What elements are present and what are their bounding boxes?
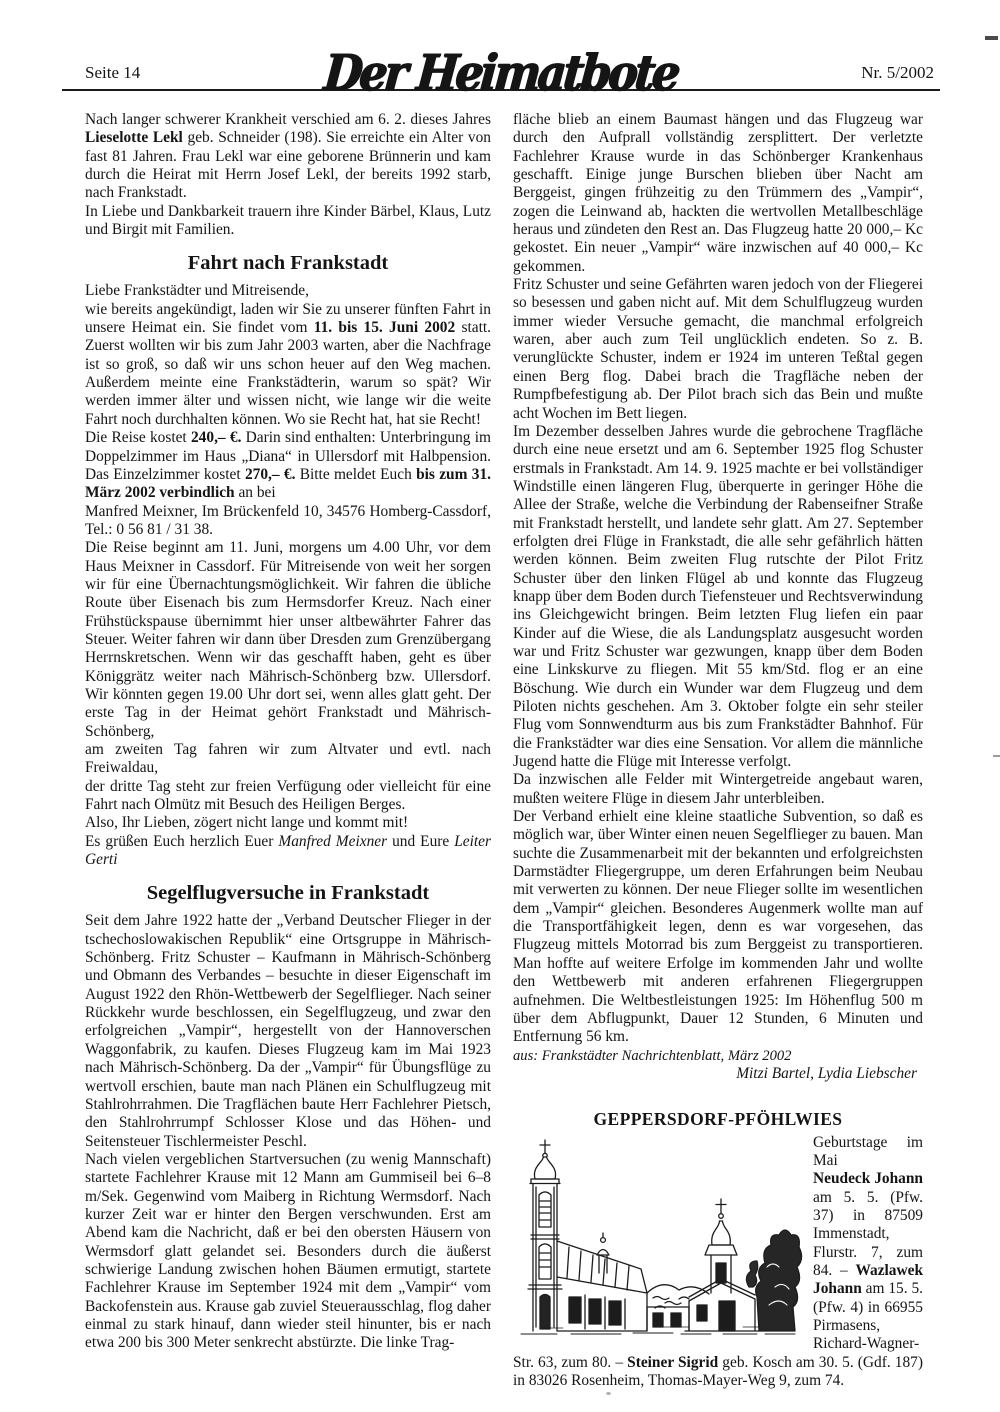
birthdays-section	[513, 1134, 923, 1391]
right-column	[513, 111, 923, 1390]
paragraph: Es grüßen Euch herzlich Euer Manfred Meixner und Eure Leiter Gerti	[85, 832, 491, 869]
article-title-fahrt: Fahrt nach Frankstadt	[187, 252, 389, 275]
paragraph: Seit dem Jahre 1922 hatte der „Verband Deutscher Flieger in der tschechoslowakischen Republik“ eine Ortsgruppe in Mährisch-Schönberg. Fritz Schuster – Kaufmann in Mährisch-Schönberg und Obmann des Verbandes – besuchte in dieser Eigenschaft im August 1922 den Rhön-Wettbewerb der Segelflieger. Nach seiner Rückkehr wurde beschlossen, ein Segelflugzeug, und zwar den erfolgreichen „Vampir“, hergestellt von der Hannoverschen Waggonfabrik, zu kaufen. Dieses Flugzeug kam im Mai 1923 nach Mährisch-Schönberg. Da der „Vampir“ für Übungsflüge zu wertvoll erschien, baute man nach Plänen ein Schulflugzeug mit Stahlrohrrahmen. Die Tragflächen baute Herr Fachlehrer Pietsch, den Stahlrohrrumpf Schlosser Klose und das Höhen- und Seitensteuer Tischlermeister Peschl.	[85, 912, 491, 1150]
gliding-article-paragraphs	[85, 912, 491, 1352]
paragraph: am zweiten Tag fahren wir zum Altvater und evtl. nach Freiwaldau,	[85, 741, 491, 777]
paragraph: fläche blieb an einem Baumast hängen und das Flugzeug war durch den Aufprall vollständig zersplittert. Der verletzte Fachlehrer Krause wurde in das Schönberger Krankenhaus geschafft. Einige junge Burschen blieben über Nacht am Berggeist, gingen frühzeitig zu den Trümmern des „Vampir“, zogen die Leinwand ab, hackten die wertvollen Metallbeschläge heraus und zündeten den Rest an. Das Flugzeug hatte 20 000,– Kc gekostet. Ein neuer „Vampir“ wäre inzwischen auf 40 000,– Kc gekommen.	[513, 111, 923, 275]
paragraph: Nach vielen vergeblichen Startversuchen (zu wenig Mannschaft) startete Fachlehrer Krause mit 12 Mann am Gummiseil bei 6–8 m/Sek. Gegenwind vom Maiberg in Richtung Wermsdorf. Nach kurzer Zeit war er hinter den Bergen verschwunden. Erst am Abend kam die Nachricht, daß er bei den obersten Häusern von Wermsdorf glatt gelandet sei. Besonders durch die äußerst schwierige Landung zwischen hohen Bäumen ermutigt, startete Fachlehrer Krause im September 1924 mit dem „Vampir“ vom Backofenstein aus. Krause gab zuviel Steuerausschlag, flog daher einmal zu stark hinauf, dann wieder steil hinunter, bis er nach etwa 200 bis 300 Meter senkrecht abstürzte. Die linke Trag-	[85, 1150, 491, 1352]
left-column	[85, 111, 491, 1353]
paragraph: Geburtstage im Mai	[813, 1133, 923, 1169]
paragraph: Manfred Meixner, Im Brückenfeld 10, 34576 Homberg-Cassdorf, Tel.: 0 56 81 / 31 38.	[85, 502, 491, 538]
paragraph: wie bereits angekündigt, laden wir Sie zu unserer fünften Fahrt in unsere Heimat ein. Sie findet vom 11. bis 15. Juni 2002 statt. Zuerst wollten wir bis zum Jahr 2003 warten, aber die Nachfrage ist so groß, so daß wir uns schon heuer auf den Weg machen. Außerdem meinte eine Frankstädterin, warum so spät? Wir werden immer älter und wissen nicht, wie lange wir die weite Fahrt noch durchhalten können. Wo sie Recht hat, hat sie Recht!	[85, 300, 491, 428]
paragraph: Also, Ihr Lieben, zögert nicht lange und kommt mit!	[85, 814, 409, 832]
scan-artifact	[993, 755, 1000, 757]
issue-number: Nr. 5/2002	[861, 63, 934, 82]
village-church-illustration	[513, 1137, 803, 1337]
section-title-geppersdorf: GEPPERSDORF-PFÖHLWIES	[593, 1109, 843, 1130]
gliding-article-continued	[513, 111, 923, 1047]
paragraph: Neudeck Johann am 5. 5. (Pfw. 37) in 87509 Immenstadt, Flurstr. 7, zum 84. – Wazlawek Johann am 15. 5. (Pfw. 4) in 66955 Pirmasens, Richard-Wagner-Str. 63, zum 80. – Steiner Sigrid geb. Kosch am 30. 5. (Gdf. 187) in 83026 Rosenheim, Thomas-Mayer-Weg 9, zum 74.	[513, 1170, 923, 1390]
paragraph: Liebe Frankstädter und Mitreisende,	[85, 282, 309, 300]
byline: Mitzi Bartel, Lydia Liebscher	[736, 1064, 917, 1082]
paragraph: der dritte Tag steht zur freien Verfügung oder vielleicht für eine Fahrt nach Olmütz mit Besuch des Heiligen Berges.	[85, 777, 491, 814]
scan-artifact	[985, 36, 998, 40]
paragraph: Die Reise beginnt am 11. Juni, morgens um 4.00 Uhr, vor dem Haus Meixner in Cassdorf. Für Mitreisende von weit her sorgen wir für eine Übernachtungsmöglichkeit. Wir fahren die übliche Route über Eisenach bis zum Hermsdorfer Kreuz. Nach einer Frühstückspause übernimmt hier unser altbewährter Fahrer das Steuer. Weiter fahren wir dann über Dresden zum Grenzübergang Herrnskretschen. Wenn wir das geschafft haben, geht es über Königgrätz weiter nach Mährisch-Schönberg bzw. Ullersdorf. Wir könnten gegen 19.00 Uhr dort sei, wenn alles glatt geht. Der erste Tag in der Heimat gehört Frankstadt und Mährisch-Schönberg,	[85, 539, 491, 740]
paragraph: Da inzwischen alle Felder mit Wintergetreide angebaut waren, mußten weitere Flüge in diesem Jahr unterbleiben.	[513, 771, 923, 807]
masthead-title: Der Heimatbote	[322, 44, 680, 103]
source-line: aus: Frankstädter Nachrichtenblatt, März 2002	[513, 1047, 792, 1064]
scan-artifact	[606, 1392, 611, 1395]
paragraph: Im Dezember desselben Jahres wurde die gebrochene Tragfläche durch eine neue ersetzt und am 6. September 1925 flog Schuster erstmals in Frankstadt. Am 14. 9. 1925 machte er bei vollständiger Windstille einen längeren Flug, überquerte in geringer Höhe die Allee der Straße, welche die Verbindung der Rabenseifner Straße mit Frankstadt herstellt, und landete sehr glatt. Am 27. September erfolgten drei Flüge in Frankstadt, die alle sehr gefährlich hätten werden können. Beim zweiten Flug rutschte der Pilot Fritz Schuster über den linken Flügel ab und konnte das Flugzeug knapp über dem Boden durch Tiefensteuer und Rechtsverwindung ins Gleichgewicht bringen. Beim letzten Flug liefen ein paar Kinder auf die Wiese, die als Landungsplatz ausgesucht worden war und Fritz Schuster war gezwungen, knapp über dem Boden eine Linkskurve zu fliegen. Mit 55 km/Std. flog er an eine Böschung. Wie durch ein Wunder war dem Flugzeug und dem Piloten nichts geschehen. Am 3. Oktober folgte ein sehr steiler Flug vom Sonnwendturm aus bis zum Frankstädter Bahnhof. Für die Frankstädter war dies eine Sensation. Vor allem die männliche Jugend hatte die Flüge mit Interesse verfolgt.	[513, 422, 923, 771]
obituary-paragraphs	[85, 111, 491, 239]
paragraph: Fritz Schuster und seine Gefährten waren jedoch von der Fliegerei so besessen und gaben nicht auf. Mit dem Schulflugzeug wurden immer wieder Versuche gemacht, die manchmal erfolgreich waren, aber auch zum Teil unglücklich endeten. So z. B. verunglückte Schuster, indem er 1924 im unteren Teßtal gegen einen Berg flog. Dabei brach die Tragfläche neben der Rumpfbefestigung ab. Der Pilot brach sich das Bein und mußte acht Wochen im Bett liegen.	[513, 276, 923, 422]
article-title-segelflug: Segelflugversuche in Frankstadt	[146, 882, 430, 905]
paragraph: Der Verband erhielt eine kleine staatliche Subvention, so daß es möglich war, über Winter einen neuen Segelflieger zu bauen. Man suchte die Zusammenarbeit mit der bekannten und erfolgreichsten Darmstädter Fliegergruppe, um deren Erfahrungen beim Neubau mit verwerten zu können. Der neue Flieger sollte im wesentlichen dem „Vampir“ gleichen. Besonderes Augenmerk wollte man auf die Transportfähigkeit legen, denn es war vorgesehen, das Flugzeug mittels Motorrad bis zum Berggeist zu transportieren. Man hoffte auf weitere Erfolge im kommenden Jahr und wollte den Wettbewerb mit anderen erfahrenen Fliegergruppen aufnehmen. Die Weltbestleistungen 1925: Im Höhenflug 500 m über dem Abflugpunkt, Dauer 12 Stunden, 6 Minuten und Entfernung 56 km.	[513, 808, 923, 1046]
paragraph: Nach langer schwerer Krankheit verschied am 6. 2. dieses Jahres Lieselotte Lekl geb. Schneider (198). Sie erreichte ein Alter von fast 81 Jahren. Frau Lekl war eine geborene Brünnerin und kam durch die Heirat mit Herrn Josef Lekl, der bereits 1992 starb, nach Frankstadt.	[85, 111, 491, 202]
page-header	[62, 0, 940, 103]
paragraph: Die Reise kostet 240,– €. Darin sind enthalten: Unterbringung im Doppelzimmer im Haus „Diana“ in Ullersdorf mit Halbpension. Das Einzelzimmer kostet 270,– €. Bitte meldet Euch bis zum 31. März 2002 verbindlich an bei	[85, 429, 491, 502]
paragraph: In Liebe und Dankbarkeit trauern ihre Kinder Bärbel, Klaus, Lutz und Birgit mit Familien.	[85, 202, 491, 239]
travel-article-paragraphs	[85, 282, 491, 869]
page-number: Seite 14	[85, 63, 141, 82]
